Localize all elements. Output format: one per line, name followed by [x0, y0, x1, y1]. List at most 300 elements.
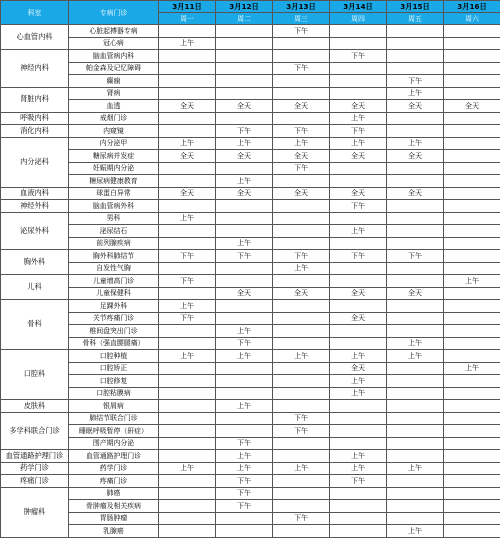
schedule-cell — [273, 400, 330, 413]
schedule-cell: 全天 — [216, 150, 273, 163]
header-date: 3月14日 — [330, 1, 387, 13]
schedule-cell — [444, 312, 500, 325]
schedule-cell — [273, 50, 330, 63]
specialty-cell: 血管通路护理门诊 — [69, 450, 159, 463]
department-cell: 胸外科 — [1, 250, 69, 275]
schedule-cell — [330, 275, 387, 288]
schedule-cell — [273, 362, 330, 375]
specialty-cell: 糖尿病健康教育 — [69, 175, 159, 188]
schedule-cell: 全天 — [273, 100, 330, 113]
schedule-cell — [159, 287, 216, 300]
specialty-cell: 妊娠期内分泌 — [69, 162, 159, 175]
schedule-cell — [216, 425, 273, 438]
specialty-cell: 内窥镜 — [69, 125, 159, 138]
schedule-cell: 全天 — [444, 100, 500, 113]
header-date: 3月11日 — [159, 1, 216, 13]
schedule-cell — [444, 62, 500, 75]
schedule-cell — [444, 437, 500, 450]
schedule-cell — [216, 275, 273, 288]
schedule-cell — [387, 375, 444, 388]
schedule-cell — [387, 25, 444, 38]
schedule-cell — [273, 75, 330, 88]
schedule-cell — [444, 287, 500, 300]
schedule-cell — [330, 525, 387, 538]
schedule-cell — [159, 225, 216, 238]
schedule-cell: 上午 — [273, 462, 330, 475]
schedule-cell: 下午 — [273, 162, 330, 175]
table-row — [1, 425, 500, 438]
table-row — [1, 175, 500, 188]
table-header — [1, 1, 500, 25]
schedule-cell — [159, 475, 216, 488]
schedule-cell: 上午 — [216, 400, 273, 413]
schedule-cell — [444, 87, 500, 100]
schedule-cell — [387, 475, 444, 488]
schedule-cell — [159, 425, 216, 438]
header-weekday: 周四 — [330, 13, 387, 25]
specialty-cell: 癫痫 — [69, 75, 159, 88]
schedule-cell: 下午 — [273, 250, 330, 263]
schedule-cell — [444, 387, 500, 400]
header-weekday: 周一 — [159, 13, 216, 25]
schedule-cell — [387, 50, 444, 63]
schedule-cell — [216, 312, 273, 325]
specialty-cell: 乳腺癌 — [69, 525, 159, 538]
schedule-cell — [159, 400, 216, 413]
specialty-cell: 胸外科肺结节 — [69, 250, 159, 263]
schedule-cell: 全天 — [330, 312, 387, 325]
schedule-cell: 全天 — [159, 187, 216, 200]
schedule-cell — [387, 387, 444, 400]
schedule-cell — [444, 500, 500, 513]
header-dept: 科室 — [1, 1, 69, 25]
table-row — [1, 450, 500, 463]
table-row — [1, 525, 500, 538]
schedule-cell — [444, 150, 500, 163]
table-row — [1, 312, 500, 325]
table-row — [1, 25, 500, 38]
schedule-cell — [159, 512, 216, 525]
table-row — [1, 262, 500, 275]
schedule-cell: 全天 — [387, 100, 444, 113]
schedule-cell — [273, 325, 330, 338]
schedule-cell — [273, 500, 330, 513]
schedule-cell: 上午 — [330, 375, 387, 388]
schedule-cell — [444, 400, 500, 413]
table-row — [1, 87, 500, 100]
schedule-cell — [444, 112, 500, 125]
schedule-cell — [444, 137, 500, 150]
specialty-cell: 口腔矫正 — [69, 362, 159, 375]
specialty-cell: 肾病 — [69, 87, 159, 100]
schedule-cell — [387, 400, 444, 413]
schedule-cell — [444, 225, 500, 238]
schedule-cell: 全天 — [216, 287, 273, 300]
specialty-cell: 胃肠肿瘤 — [69, 512, 159, 525]
schedule-cell — [444, 162, 500, 175]
schedule-cell — [159, 412, 216, 425]
schedule-cell: 上午 — [273, 350, 330, 363]
schedule-cell — [216, 75, 273, 88]
department-cell: 血液内科 — [1, 187, 69, 200]
schedule-cell: 上午 — [387, 462, 444, 475]
schedule-cell — [159, 237, 216, 250]
specialty-cell: 疼痛门诊 — [69, 475, 159, 488]
department-cell: 多学科联合门诊 — [1, 412, 69, 450]
schedule-cell — [159, 175, 216, 188]
schedule-cell — [159, 500, 216, 513]
schedule-cell — [273, 237, 330, 250]
schedule-cell — [444, 425, 500, 438]
department-cell: 泌尿外科 — [1, 212, 69, 250]
schedule-cell — [387, 237, 444, 250]
table-row — [1, 237, 500, 250]
table-row — [1, 412, 500, 425]
schedule-cell — [216, 525, 273, 538]
schedule-cell — [444, 375, 500, 388]
schedule-cell: 上午 — [273, 137, 330, 150]
schedule-cell — [387, 450, 444, 463]
schedule-cell: 上午 — [216, 237, 273, 250]
schedule-cell — [216, 375, 273, 388]
specialty-cell: 帕金森及记忆障碍 — [69, 62, 159, 75]
schedule-cell — [444, 475, 500, 488]
schedule-cell — [444, 262, 500, 275]
specialty-cell: 睡眠呼吸暂停（鼾症） — [69, 425, 159, 438]
schedule-cell — [330, 162, 387, 175]
schedule-cell — [216, 387, 273, 400]
table-row — [1, 100, 500, 113]
schedule-cell — [159, 112, 216, 125]
specialty-cell: 骨科（强直腰腿痛） — [69, 337, 159, 350]
schedule-cell — [444, 325, 500, 338]
table-row — [1, 112, 500, 125]
header-date: 3月13日 — [273, 1, 330, 13]
schedule-cell — [387, 112, 444, 125]
header-weekday: 周二 — [216, 13, 273, 25]
schedule-cell — [444, 187, 500, 200]
schedule-cell — [387, 275, 444, 288]
schedule-cell: 上午 — [387, 337, 444, 350]
schedule-cell — [273, 275, 330, 288]
schedule-cell — [216, 50, 273, 63]
schedule-cell: 上午 — [330, 387, 387, 400]
schedule-cell — [159, 325, 216, 338]
table-row — [1, 137, 500, 150]
table-row — [1, 362, 500, 375]
schedule-cell — [159, 525, 216, 538]
schedule-cell: 上午 — [216, 175, 273, 188]
schedule-cell — [387, 487, 444, 500]
schedule-cell — [273, 300, 330, 313]
table-row — [1, 512, 500, 525]
schedule-cell — [387, 425, 444, 438]
schedule-cell — [444, 175, 500, 188]
specialty-cell: 脑血管病内科 — [69, 50, 159, 63]
schedule-cell: 上午 — [216, 325, 273, 338]
table-row — [1, 387, 500, 400]
schedule-cell — [330, 87, 387, 100]
schedule-cell — [159, 25, 216, 38]
schedule-cell — [330, 437, 387, 450]
specialty-cell: 骨肿瘤及相关疾病 — [69, 500, 159, 513]
schedule-cell — [273, 225, 330, 238]
specialty-cell: 内分泌甲 — [69, 137, 159, 150]
schedule-cell — [444, 25, 500, 38]
schedule-cell — [444, 512, 500, 525]
schedule-cell: 下午 — [387, 75, 444, 88]
schedule-cell — [216, 225, 273, 238]
schedule-cell: 下午 — [273, 425, 330, 438]
table-row — [1, 250, 500, 263]
schedule-cell — [273, 475, 330, 488]
schedule-cell — [330, 262, 387, 275]
department-cell: 骨科 — [1, 300, 69, 350]
schedule-cell — [387, 312, 444, 325]
schedule-cell: 上午 — [159, 212, 216, 225]
specialty-cell: 足踝外科 — [69, 300, 159, 313]
schedule-cell — [159, 162, 216, 175]
department-cell: 肾脏内科 — [1, 87, 69, 112]
specialty-cell: 脑血管病外科 — [69, 200, 159, 213]
schedule-cell: 上午 — [216, 137, 273, 150]
schedule-cell — [330, 412, 387, 425]
schedule-cell — [273, 487, 330, 500]
schedule-cell — [330, 237, 387, 250]
schedule-cell — [330, 37, 387, 50]
schedule-cell — [444, 350, 500, 363]
schedule-cell — [273, 375, 330, 388]
schedule-cell — [330, 325, 387, 338]
schedule-cell: 下午 — [216, 125, 273, 138]
table-row — [1, 400, 500, 413]
schedule-cell — [273, 312, 330, 325]
schedule-cell — [216, 212, 273, 225]
department-cell: 药学门诊 — [1, 462, 69, 475]
schedule-cell — [387, 62, 444, 75]
schedule-cell — [216, 300, 273, 313]
schedule-cell: 下午 — [330, 50, 387, 63]
table-row — [1, 187, 500, 200]
schedule-cell — [273, 37, 330, 50]
table-row — [1, 162, 500, 175]
table-row — [1, 475, 500, 488]
table-row — [1, 275, 500, 288]
schedule-cell — [216, 162, 273, 175]
schedule-cell — [273, 200, 330, 213]
schedule-cell — [273, 337, 330, 350]
schedule-cell — [444, 237, 500, 250]
schedule-cell: 下午 — [216, 437, 273, 450]
schedule-cell — [387, 200, 444, 213]
schedule-cell: 下午 — [159, 250, 216, 263]
schedule-cell: 上午 — [216, 450, 273, 463]
specialty-cell: 围产期内分泌 — [69, 437, 159, 450]
schedule-cell: 全天 — [330, 362, 387, 375]
schedule-cell: 上午 — [159, 37, 216, 50]
table-row — [1, 437, 500, 450]
table-row — [1, 325, 500, 338]
schedule-cell — [330, 400, 387, 413]
schedule-cell — [159, 362, 216, 375]
schedule-cell: 下午 — [330, 125, 387, 138]
department-cell: 肿瘤科 — [1, 487, 69, 537]
schedule-cell — [330, 175, 387, 188]
schedule-cell — [387, 437, 444, 450]
department-cell: 儿科 — [1, 275, 69, 300]
schedule-cell: 下午 — [273, 512, 330, 525]
schedule-cell — [216, 112, 273, 125]
schedule-cell — [330, 212, 387, 225]
schedule-cell — [444, 250, 500, 263]
schedule-cell: 上午 — [330, 462, 387, 475]
schedule-cell — [273, 450, 330, 463]
schedule-cell — [387, 162, 444, 175]
schedule-cell: 下午 — [216, 250, 273, 263]
schedule-cell — [330, 300, 387, 313]
schedule-cell — [330, 500, 387, 513]
department-cell: 口腔科 — [1, 350, 69, 400]
table-row — [1, 287, 500, 300]
department-cell: 血管通路护理门诊 — [1, 450, 69, 463]
specialty-cell: 肺结节联合门诊 — [69, 412, 159, 425]
schedule-cell: 上午 — [444, 362, 500, 375]
schedule-cell: 上午 — [387, 525, 444, 538]
department-cell: 疼痛门诊 — [1, 475, 69, 488]
department-cell: 皮肤科 — [1, 400, 69, 413]
schedule-cell — [444, 300, 500, 313]
schedule-cell — [444, 450, 500, 463]
schedule-cell — [330, 25, 387, 38]
schedule-cell: 上午 — [216, 462, 273, 475]
schedule-cell — [387, 362, 444, 375]
schedule-cell: 上午 — [330, 112, 387, 125]
schedule-cell — [159, 375, 216, 388]
schedule-cell — [387, 512, 444, 525]
schedule-cell — [444, 337, 500, 350]
schedule-cell — [273, 87, 330, 100]
specialty-cell: 儿童保健科 — [69, 287, 159, 300]
specialty-cell: 糖尿病并发症 — [69, 150, 159, 163]
schedule-cell: 全天 — [216, 187, 273, 200]
schedule-cell — [216, 412, 273, 425]
table-row — [1, 350, 500, 363]
specialty-cell: 肺癌 — [69, 487, 159, 500]
schedule-cell: 上午 — [387, 137, 444, 150]
schedule-cell: 上午 — [387, 350, 444, 363]
table-row — [1, 125, 500, 138]
specialty-cell: 男科 — [69, 212, 159, 225]
table-row — [1, 75, 500, 88]
schedule-cell — [159, 437, 216, 450]
schedule-cell: 上午 — [444, 275, 500, 288]
schedule-cell — [444, 487, 500, 500]
department-cell: 神经外科 — [1, 200, 69, 213]
schedule-cell — [444, 212, 500, 225]
table-row — [1, 300, 500, 313]
department-cell: 呼吸内科 — [1, 112, 69, 125]
schedule-cell — [216, 262, 273, 275]
schedule-cell: 全天 — [330, 187, 387, 200]
schedule-cell: 全天 — [216, 100, 273, 113]
header-weekday: 周五 — [387, 13, 444, 25]
schedule-cell — [330, 487, 387, 500]
schedule-cell — [387, 37, 444, 50]
schedule-cell — [216, 87, 273, 100]
schedule-cell — [216, 362, 273, 375]
schedule-cell: 上午 — [273, 262, 330, 275]
schedule-cell: 下午 — [273, 25, 330, 38]
specialty-cell: 心脏起搏器专病 — [69, 25, 159, 38]
schedule-cell — [159, 337, 216, 350]
schedule-cell — [444, 125, 500, 138]
schedule-cell: 全天 — [387, 150, 444, 163]
schedule-cell — [216, 512, 273, 525]
specialty-cell: 球蛋白异常 — [69, 187, 159, 200]
table-row — [1, 150, 500, 163]
schedule-cell: 全天 — [273, 287, 330, 300]
schedule-cell: 下午 — [330, 200, 387, 213]
specialty-cell: 口腔种植 — [69, 350, 159, 363]
schedule-cell: 上午 — [159, 137, 216, 150]
schedule-cell: 下午 — [159, 312, 216, 325]
schedule-cell — [444, 75, 500, 88]
schedule-cell — [216, 62, 273, 75]
schedule-cell: 全天 — [387, 287, 444, 300]
specialty-cell: 戒烟门诊 — [69, 112, 159, 125]
schedule-cell — [330, 62, 387, 75]
schedule-cell: 上午 — [159, 300, 216, 313]
schedule-cell — [330, 337, 387, 350]
specialty-cell: 椎间盘突出门诊 — [69, 325, 159, 338]
specialty-cell: 血透 — [69, 100, 159, 113]
schedule-cell — [159, 487, 216, 500]
schedule-cell — [387, 175, 444, 188]
schedule-cell: 下午 — [387, 250, 444, 263]
specialty-cell: 口腔粘膜病 — [69, 387, 159, 400]
schedule-cell: 上午 — [387, 87, 444, 100]
specialty-cell: 儿童增高门诊 — [69, 275, 159, 288]
schedule-cell — [216, 37, 273, 50]
table-row — [1, 62, 500, 75]
header-date: 3月12日 — [216, 1, 273, 13]
schedule-cell — [387, 300, 444, 313]
table-row — [1, 375, 500, 388]
schedule-cell — [159, 450, 216, 463]
schedule-cell: 下午 — [330, 475, 387, 488]
schedule-cell — [387, 125, 444, 138]
table-row — [1, 500, 500, 513]
specialty-cell: 泌尿结石 — [69, 225, 159, 238]
schedule-cell — [330, 75, 387, 88]
specialty-cell: 自发性气胸 — [69, 262, 159, 275]
schedule-cell — [387, 500, 444, 513]
schedule-cell: 上午 — [330, 450, 387, 463]
schedule-cell: 上午 — [159, 462, 216, 475]
schedule-cell — [159, 387, 216, 400]
schedule-cell: 全天 — [159, 100, 216, 113]
schedule-cell — [216, 200, 273, 213]
schedule-cell: 全天 — [273, 187, 330, 200]
department-cell: 内分泌科 — [1, 137, 69, 187]
schedule-cell — [387, 412, 444, 425]
header-date: 3月15日 — [387, 1, 444, 13]
table-row — [1, 487, 500, 500]
schedule-cell — [330, 512, 387, 525]
schedule-cell — [330, 425, 387, 438]
table-row — [1, 337, 500, 350]
header-weekday: 周三 — [273, 13, 330, 25]
